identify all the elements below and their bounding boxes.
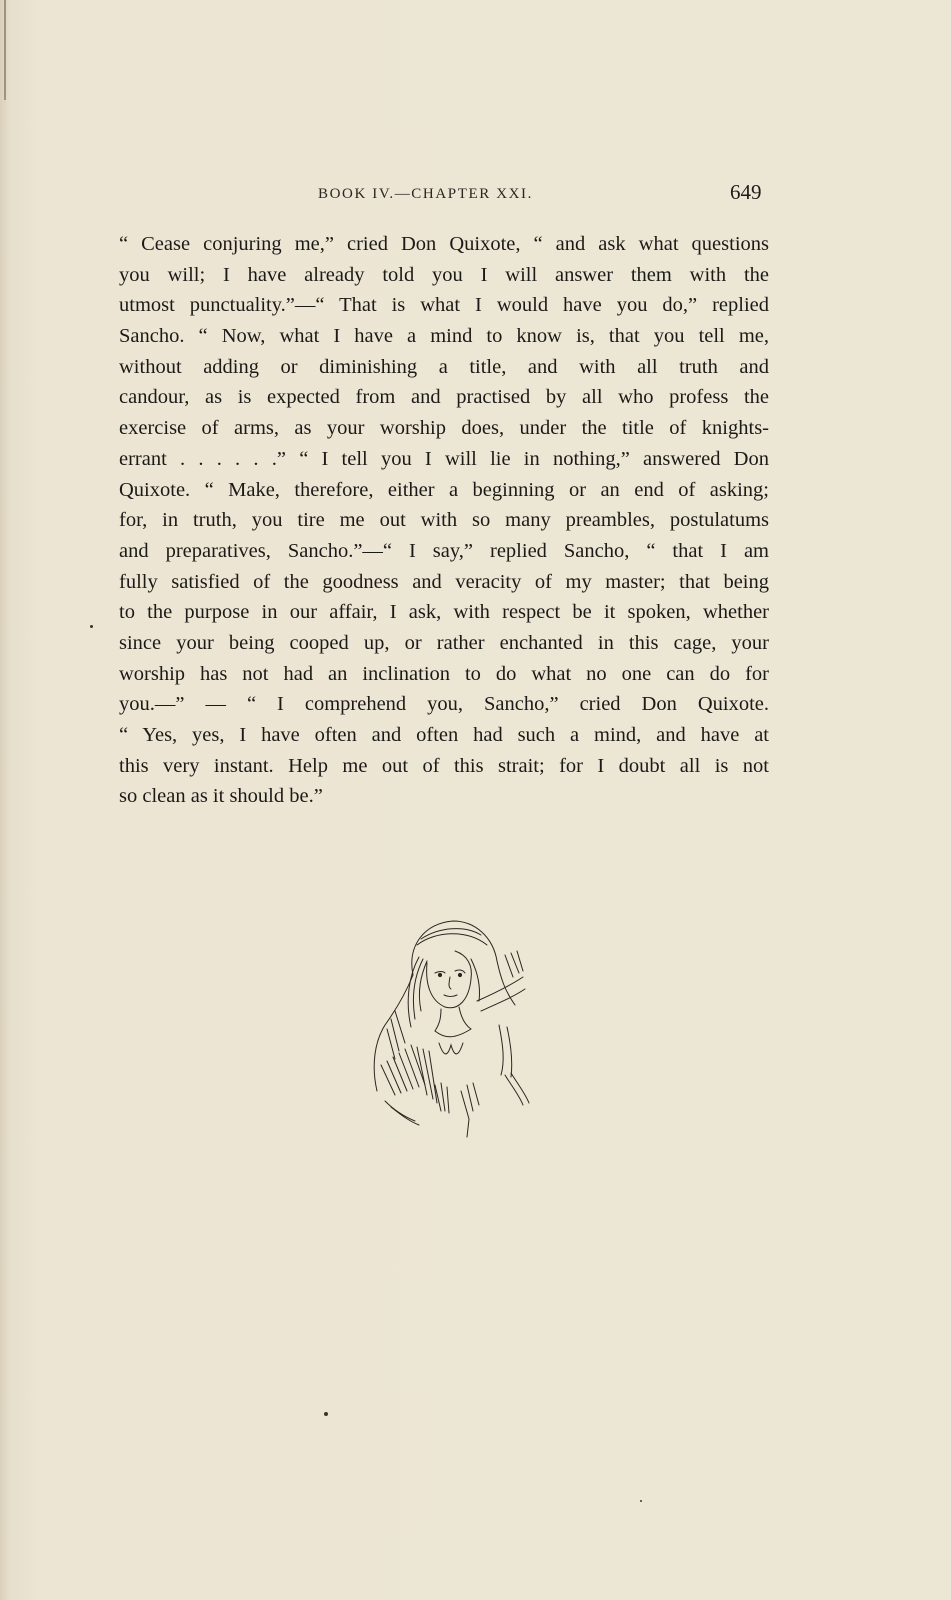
woman-portrait-vignette-icon bbox=[355, 915, 535, 1145]
text-line: candour, as is expected from and practised by all who profess the bbox=[119, 386, 769, 409]
text-line: without adding or diminishing a title, and with all truth and bbox=[119, 355, 769, 378]
running-title: BOOK IV.—CHAPTER XXI. bbox=[318, 186, 533, 202]
text-line: “ Cease conjuring me,” cried Don Quixote, “ and ask what questions bbox=[119, 233, 769, 255]
text-line: since your being cooped up, or rather enchanted in this cage, your bbox=[119, 631, 769, 654]
text-line: errant . . . . . .” “ I tell you I will lie in nothing,” answered Don bbox=[119, 447, 769, 470]
ink-speck bbox=[90, 625, 93, 628]
ink-speck bbox=[640, 1500, 642, 1502]
text-line: Quixote. “ Make, therefore, either a beginning or an end of asking; bbox=[119, 478, 769, 501]
text-line: this very instant. Help me out of this strait; for I doubt all is not bbox=[119, 754, 769, 777]
text-line: and preparatives, Sancho.”—“ I say,” replied Sancho, “ that I am bbox=[119, 539, 769, 562]
body-text bbox=[119, 229, 769, 812]
text-line: fully satisfied of the goodness and veracity of my master; that being bbox=[119, 570, 769, 593]
text-line: to the purpose in our affair, I ask, with respect be it spoken, whether bbox=[119, 601, 769, 624]
text-line: worship has not had an inclination to do what no one can do for bbox=[119, 662, 769, 685]
ink-speck bbox=[324, 1412, 328, 1416]
page-number: 649 bbox=[730, 180, 762, 204]
text-line: utmost punctuality.”—“ That is what I would have you do,” replied bbox=[119, 294, 769, 317]
text-line: “ Yes, yes, I have often and often had such a mind, and have at bbox=[119, 724, 769, 746]
text-line: exercise of arms, as your worship does, under the title of knights- bbox=[119, 417, 769, 440]
text-line: you.—” — “ I comprehend you, Sancho,” cried Don Quixote. bbox=[119, 693, 769, 716]
text-line: you will; I have already told you I will answer them with the bbox=[119, 263, 769, 286]
running-head bbox=[0, 180, 951, 210]
text-line: Sancho. “ Now, what I have a mind to know is, that you tell me, bbox=[119, 325, 769, 348]
text-line: for, in truth, you tire me out with so many preambles, postulatums bbox=[119, 509, 769, 532]
text-line: so clean as it should be.” bbox=[119, 785, 323, 808]
page-edge-shadow bbox=[4, 0, 6, 100]
